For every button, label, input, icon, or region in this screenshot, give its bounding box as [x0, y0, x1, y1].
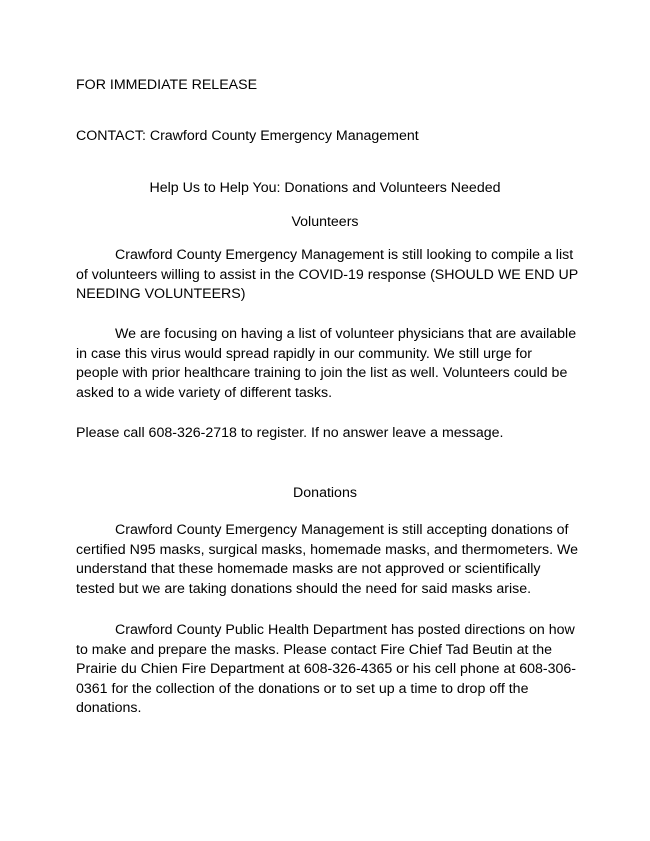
- volunteers-heading: Volunteers: [291, 214, 359, 230]
- volunteers-paragraph-2: We are focusing on having a list of volunteer physicians that are available in case this virus would spread rapidly in our community. We still urge for people with prior healthcare training to join the list as well. Volunteers could be asked to a wide variety of different tasks.: [76, 326, 577, 401]
- volunteers-call-text: Please call 608-326-2718 to register. If no answer leave a message.: [76, 425, 504, 441]
- contact-line: CONTACT: Crawford County Emergency Management: [76, 128, 419, 144]
- donations-heading: Donations: [293, 485, 357, 501]
- release-line: FOR IMMEDIATE RELEASE: [76, 77, 258, 93]
- donations-paragraph-2: Crawford County Public Health Department has posted directions on how to make and prepare the masks. Please contact Fire Chief Tad Beutin at the Prairie du Chien Fire Department at 608-326-4365 or his cell phone at 608-306-0361 for the collection of the donations or to set up a time to drop off the donations.: [76, 622, 577, 716]
- volunteers-paragraph-1: Crawford County Emergency Management is still looking to compile a list of volunteers willing to assist in the COVID-19 response (SHOULD WE END UP NEEDING VOLUNTEERS): [76, 247, 579, 302]
- donations-paragraph-1: Crawford County Emergency Management is still accepting donations of certified N95 masks, surgical masks, homemade masks, and thermometers. We understand that these homemade masks are not approved or scientifically tested but we are taking donations should the need for said masks arise.: [76, 522, 578, 597]
- headline: Help Us to Help You: Donations and Volunteers Needed: [149, 180, 501, 196]
